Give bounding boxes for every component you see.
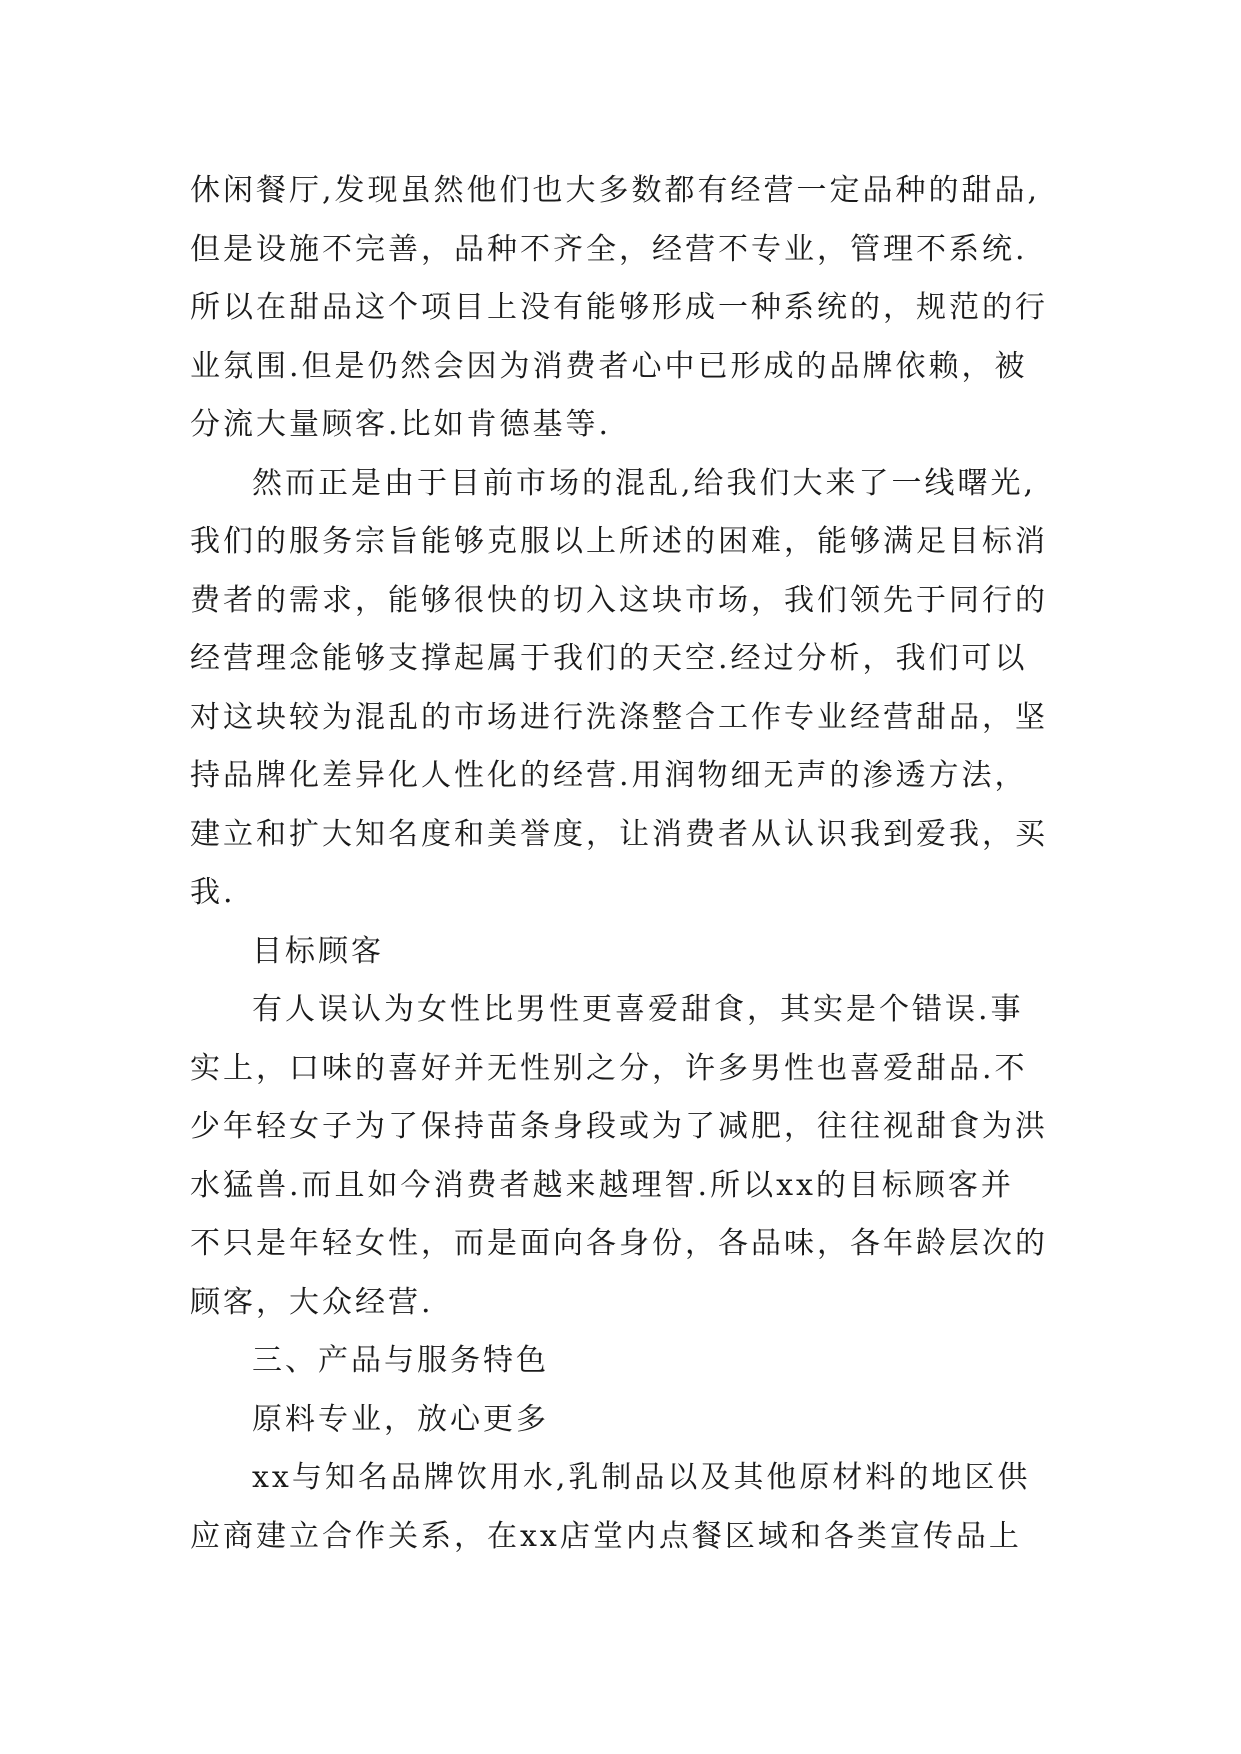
text-line: 原料专业，放心更多 [252, 1401, 549, 1437]
text-line: 业氛围.但是仍然会因为消费者心中已形成的品牌依赖，被 [190, 348, 1028, 384]
text-line: 我们的服务宗旨能够克服以上所述的困难，能够满足目标消 [190, 524, 1048, 559]
text-line: 水猛兽.而且如今消费者越来越理智.所以xx的目标顾客并 [190, 1167, 1014, 1203]
text-line: 费者的需求，能够很快的切入这块市场，我们领先于同行的 [190, 582, 1048, 618]
text-line: 休闲餐厅,发现虽然他们也大多数都有经营一定品种的甜品, [190, 173, 1041, 208]
text-line: 持品牌化差异化人性化的经营.用润物细无声的渗透方法， [190, 758, 1028, 793]
text-line: 所以在甜品这个项目上没有能够形成一种系统的，规范的行 [190, 290, 1048, 325]
text-line: 三、产品与服务特色 [252, 1343, 549, 1378]
document-body [190, 162, 1070, 1566]
text-line: 少年轻女子为了保持苗条身段或为了减肥，往往视甜食为洪 [190, 1109, 1048, 1144]
text-line: 不只是年轻女性，而是面向各身份，各品味，各年龄层次的 [190, 1226, 1048, 1261]
text-line: 但是设施不完善，品种不齐全，经营不专业，管理不系统. [190, 231, 1028, 267]
text-line: 经营理念能够支撑起属于我们的天空.经过分析，我们可以 [190, 641, 1028, 676]
text-line: 建立和扩大知名度和美誉度，让消费者从认识我到爱我，买 [190, 816, 1048, 852]
text-line: xx与知名品牌饮用水,乳制品以及其他原材料的地区供 [252, 1460, 1031, 1495]
text-line: 对这块较为混乱的市场进行洗涤整合工作专业经营甜品，坚 [190, 699, 1048, 735]
text-line: 目标顾客 [252, 933, 384, 969]
text-line: 应商建立合作关系，在xx店堂内点餐区域和各类宣传品上 [190, 1518, 1022, 1554]
text-line: 分流大量顾客.比如肯德基等. [190, 407, 612, 442]
text-line: 我. [190, 875, 236, 910]
text-line: 有人误认为女性比男性更喜爱甜食，其实是个错误.事 [252, 992, 1024, 1027]
text-line: 然而正是由于目前市场的混乱,给我们大来了一线曙光, [252, 465, 1037, 501]
text-line: 实上，口味的喜好并无性别之分，许多男性也喜爱甜品.不 [190, 1050, 1028, 1086]
text-line: 顾客，大众经营. [190, 1284, 434, 1320]
